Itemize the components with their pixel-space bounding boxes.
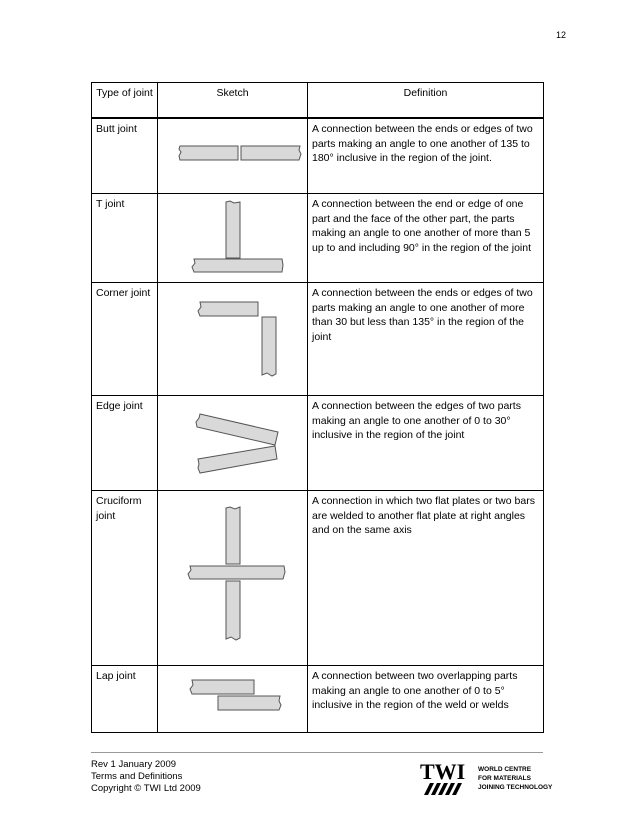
header-sketch: Sketch xyxy=(158,83,308,119)
logo-stripes-icon xyxy=(422,783,470,795)
butt-joint-sketch xyxy=(158,118,308,194)
butt-plate-right xyxy=(241,146,301,160)
edge-plate-lower xyxy=(198,446,277,473)
joint-definition: A connection between the edges of two parts making an angle to one another of 0 to 30° inclusive in the region of the joint xyxy=(308,396,544,491)
cruciform-web-lower xyxy=(226,581,240,640)
joint-type: Lap joint xyxy=(92,666,158,733)
cruciform-joint-sketch xyxy=(158,491,308,666)
logo-tagline-line1: WORLD CENTRE xyxy=(478,766,532,773)
lap-plate-upper xyxy=(190,680,254,694)
joint-definition: A connection between two overlapping parts making an angle to one another of 0 to 5° inclusive in the region of the weld or welds xyxy=(308,666,544,733)
corner-plate-vertical xyxy=(262,317,276,376)
logo-wordmark: TWI xyxy=(420,759,466,784)
lap-plate-lower xyxy=(218,696,281,710)
footer-divider xyxy=(91,752,543,753)
table-header-row xyxy=(92,83,544,119)
joint-type: Cruciform joint xyxy=(92,491,158,666)
cruciform-flange-plate xyxy=(188,566,285,579)
t-web-plate xyxy=(226,201,240,258)
header-type: Type of joint xyxy=(92,83,158,119)
joint-type: T joint xyxy=(92,194,158,283)
joint-definition: A connection between the ends or edges of two parts making an angle to one another of 135 to 180° inclusive in the region of the joint. xyxy=(308,118,544,194)
footer xyxy=(91,759,201,795)
t-flange-plate xyxy=(192,259,283,272)
joint-definition: A connection between the ends or edges of two parts making an angle to one another of more than 30 but less than 135° in the region of the joint xyxy=(308,283,544,396)
logo-tagline xyxy=(478,765,552,792)
butt-plate-left xyxy=(179,146,238,160)
table-row xyxy=(92,491,544,666)
cruciform-web-upper xyxy=(226,507,240,564)
table-row xyxy=(92,396,544,491)
t-joint-sketch xyxy=(158,194,308,283)
joint-type: Edge joint xyxy=(92,396,158,491)
edge-joint-sketch xyxy=(158,396,308,491)
corner-joint-sketch xyxy=(158,283,308,396)
logo-tagline-line3: JOINING TECHNOLOGY xyxy=(478,784,553,791)
footer-document-title: Terms and Definitions xyxy=(91,771,183,782)
header-definition: Definition xyxy=(308,83,544,119)
joint-type: Butt joint xyxy=(92,118,158,194)
footer-revision: Rev 1 January 2009 xyxy=(91,759,177,770)
logo-tagline-line2: FOR MATERIALS xyxy=(478,775,531,782)
joint-types-table xyxy=(91,82,544,733)
table-row xyxy=(92,283,544,396)
page-number: 12 xyxy=(555,30,566,40)
table-row xyxy=(92,666,544,733)
joint-definition: A connection in which two flat plates or two bars are welded to another flat plate at right angles and on the same axis xyxy=(308,491,544,666)
table-row xyxy=(92,118,544,194)
footer-copyright: Copyright © TWI Ltd 2009 xyxy=(91,783,201,794)
lap-joint-sketch xyxy=(158,666,308,733)
table-row xyxy=(92,194,544,283)
joint-type: Corner joint xyxy=(92,283,158,396)
edge-plate-upper xyxy=(196,414,278,445)
corner-plate-horizontal xyxy=(198,302,258,316)
twi-logo xyxy=(420,759,553,795)
joint-definition: A connection between the end or edge of one part and the face of the other part, the parts making an angle to one another of more than 5 up to and including 90° in the region of the joint xyxy=(308,194,544,283)
